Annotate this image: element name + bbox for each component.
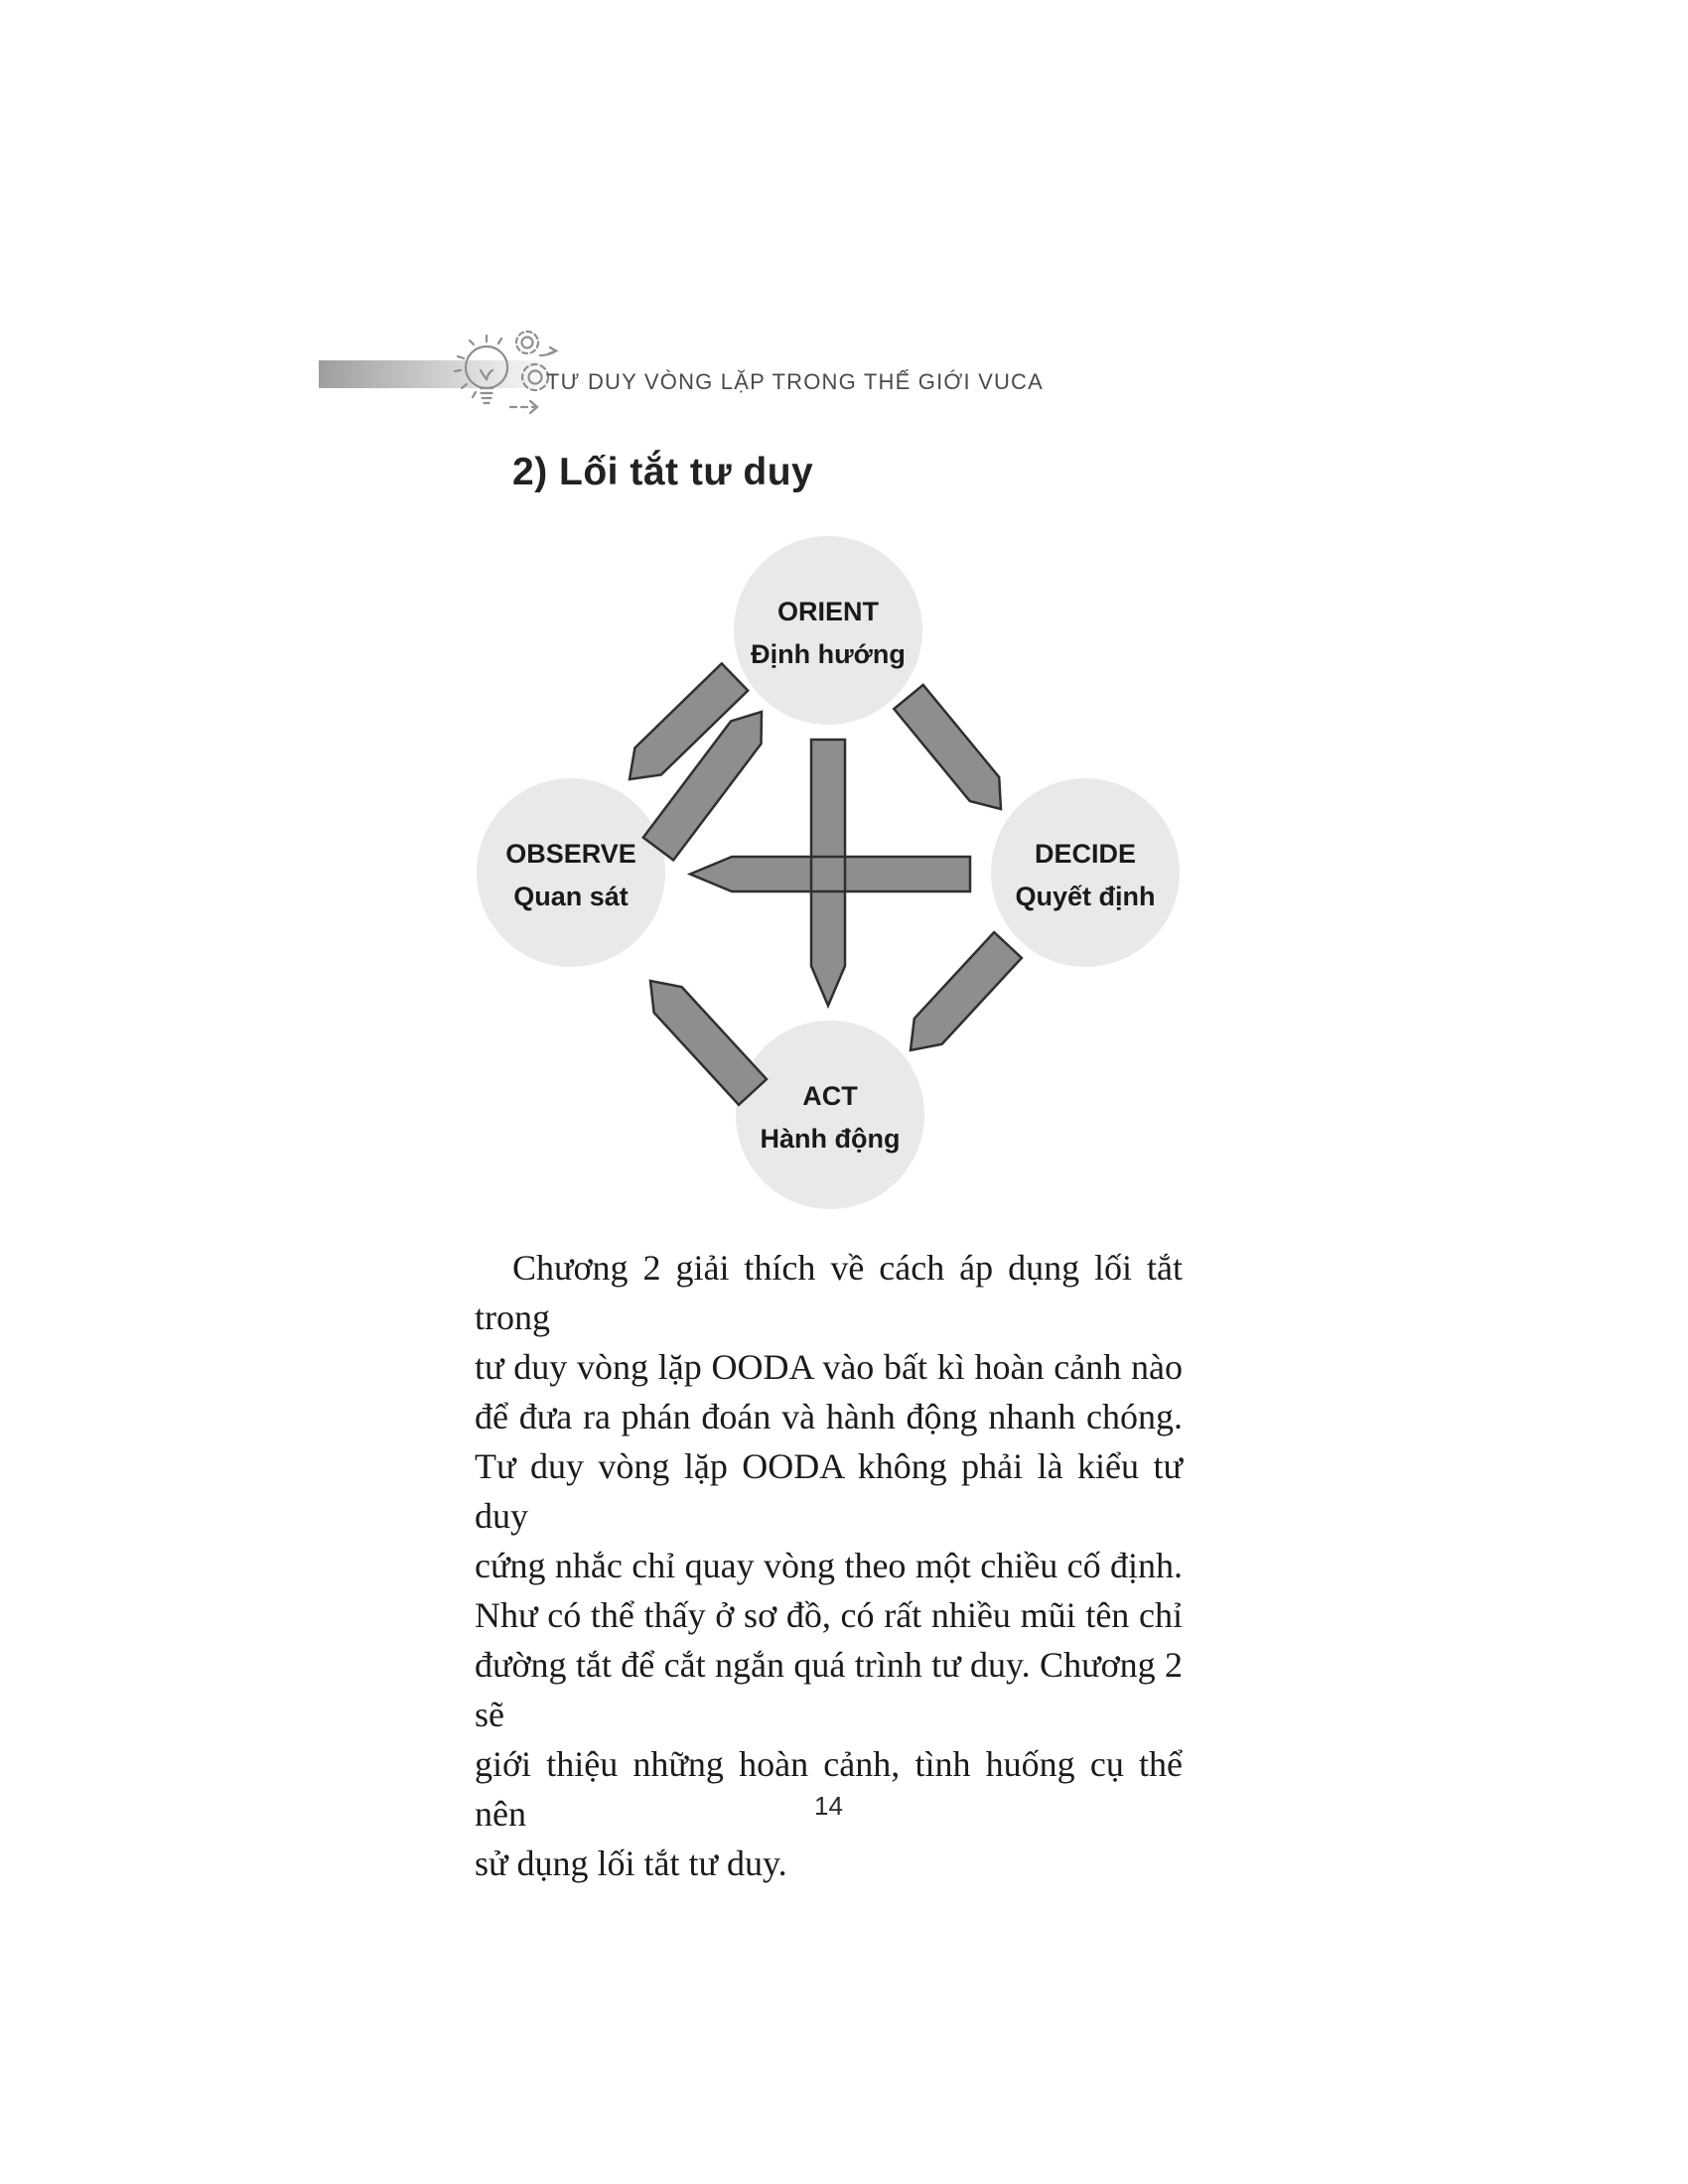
node-orient-vi: Định hướng xyxy=(751,639,906,669)
node-act-vi: Hành động xyxy=(760,1124,901,1154)
paragraph-line: cứng nhắc chỉ quay vòng theo một chiều cố định. xyxy=(475,1546,1183,1585)
arrow-decide-to-act xyxy=(911,932,1022,1050)
node-observe-vi: Quan sát xyxy=(513,882,629,911)
arrow-decide-to-observe xyxy=(690,857,970,891)
page-number: 14 xyxy=(814,1791,843,1821)
paragraph-line: để đưa ra phán đoán và hành động nhanh chóng. xyxy=(475,1397,1183,1436)
paragraph-line: sử dụng lối tắt tư duy. xyxy=(475,1843,787,1883)
paragraph-line: Tư duy vòng lặp OODA không phải là kiểu tư duy xyxy=(475,1446,1183,1536)
node-orient-en: ORIENT xyxy=(776,597,880,626)
node-act-en: ACT xyxy=(802,1081,858,1111)
node-observe-circle xyxy=(477,778,665,967)
paragraph-line: Chương 2 giải thích về cách áp dụng lối tắt trong xyxy=(475,1248,1183,1337)
node-decide-vi: Quyết định xyxy=(1015,882,1156,911)
section-heading: 2) Lối tắt tư duy xyxy=(512,451,814,493)
paragraph-line: tư duy vòng lặp OODA vào bất kì hoàn cảnh nào xyxy=(475,1347,1183,1387)
paragraph-line: Như có thể thấy ở sơ đồ, có rất nhiều mũi tên chỉ xyxy=(475,1595,1183,1635)
arrow-orient-to-decide xyxy=(894,685,1001,809)
ooda-loop-diagram xyxy=(437,511,1192,1221)
running-head-title: TƯ DUY VÒNG LẶP TRONG THẾ GIỚI VUCA xyxy=(546,369,1045,394)
node-decide-en: DECIDE xyxy=(1034,839,1137,869)
arrow-act-to-observe xyxy=(650,981,767,1105)
node-observe-en: OBSERVE xyxy=(505,839,636,869)
node-act-circle xyxy=(736,1021,924,1209)
paragraph-line: giới thiệu những hoàn cảnh, tình huống cụ thể nên xyxy=(475,1744,1183,1834)
node-decide-circle xyxy=(991,778,1180,967)
node-orient-circle xyxy=(734,536,922,725)
paragraph-line: đường tắt để cắt ngắn quá trình tư duy. Chương 2 sẽ xyxy=(475,1645,1183,1734)
